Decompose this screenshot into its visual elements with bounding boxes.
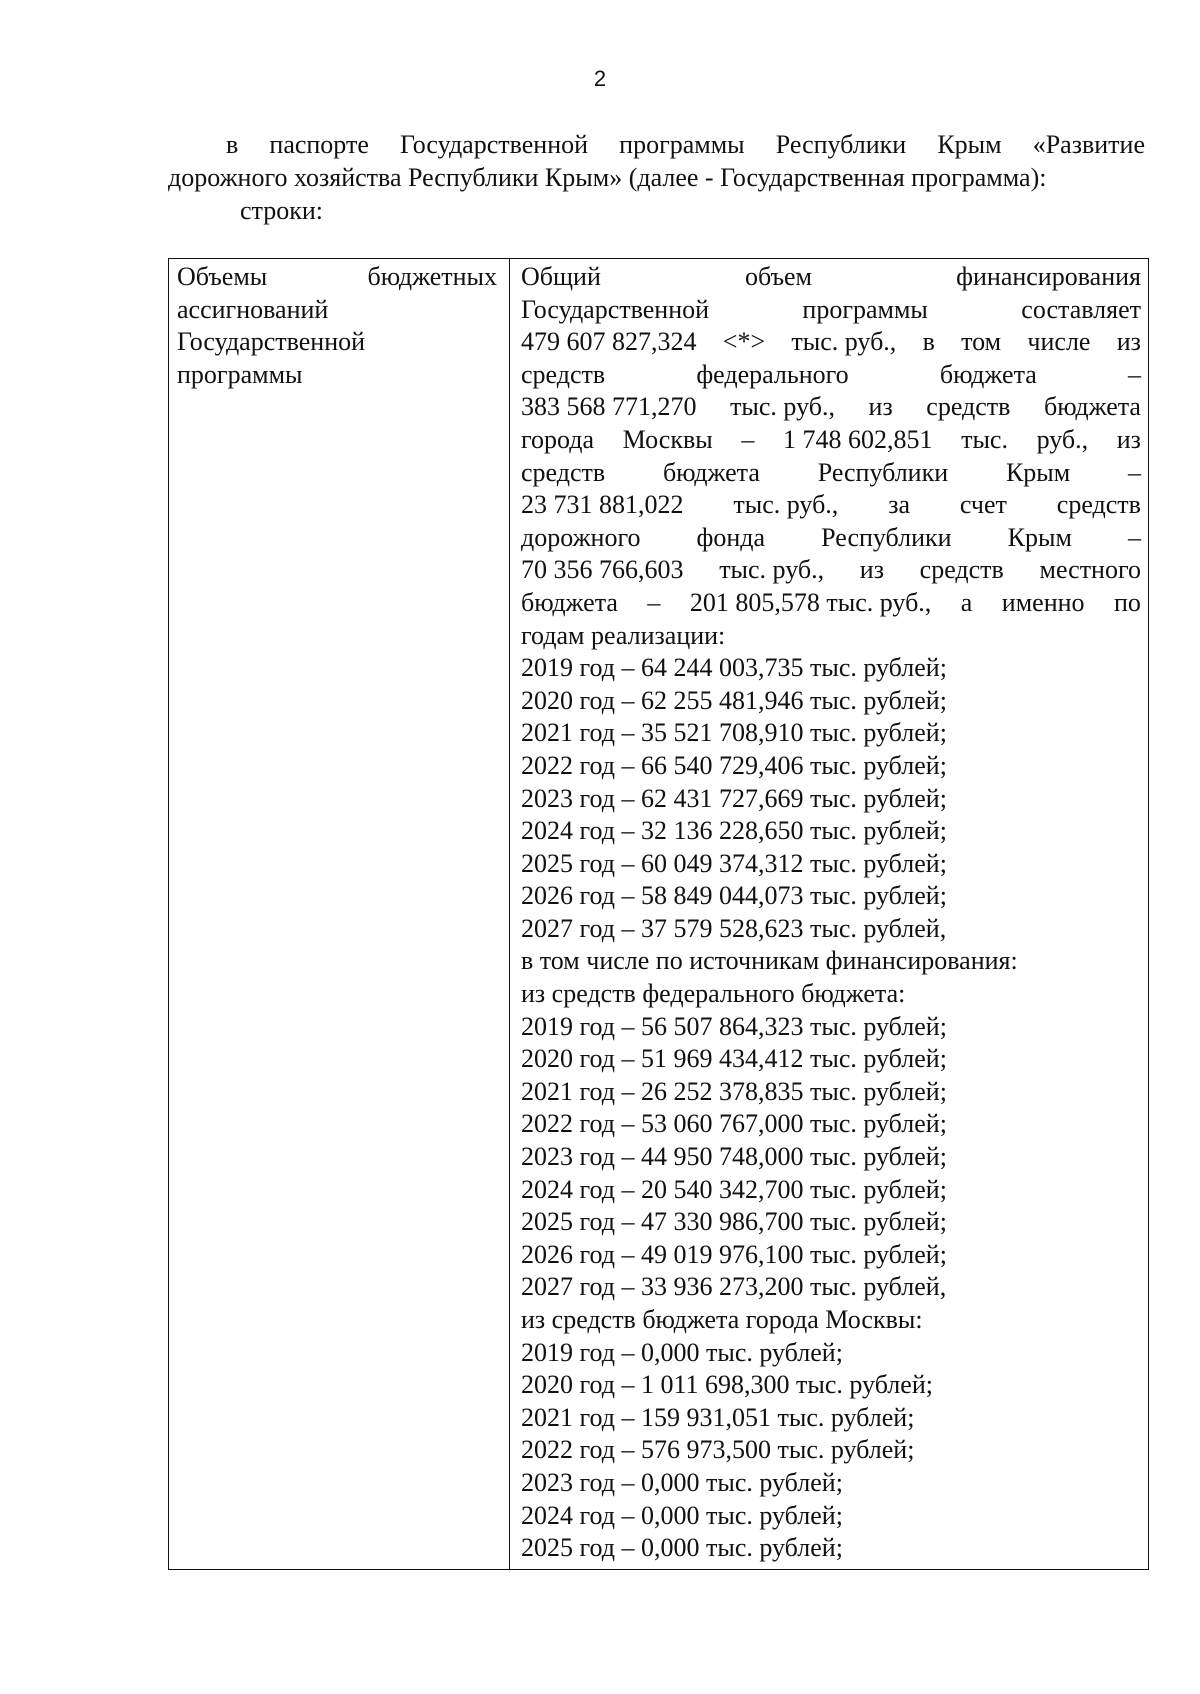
financing-line: годам реализации: <box>521 620 726 650</box>
paragraph-word: местного <box>1039 555 1141 585</box>
financing-line: 2026 год – 49 019 976,100 тыс. рублей; <box>521 1239 947 1269</box>
financing-line: 2023 год – 0,000 тыс. рублей; <box>521 1467 843 1497</box>
paragraph-word: из <box>868 392 893 422</box>
paragraph-word: из <box>1116 424 1141 454</box>
paragraph-word: тыс. руб., <box>730 392 835 422</box>
financing-line: 2020 год – 51 969 434,412 тыс. рублей; <box>521 1044 947 1074</box>
left-cell-line-4: программы <box>177 359 303 389</box>
paragraph-word: Крым <box>1007 522 1072 552</box>
financing-line: 2019 год – 0,000 тыс. рублей; <box>521 1337 843 1367</box>
paragraph-word: составляет <box>1021 294 1141 324</box>
financing-paragraph-line <box>521 522 1141 555</box>
financing-line: из средств федерального бюджета: <box>521 979 906 1009</box>
paragraph-word: 479 607 827,324 <box>521 327 697 357</box>
paragraph-word: дорожного <box>521 522 641 552</box>
paragraph-word: в <box>922 327 935 357</box>
paragraph-word: бюджета <box>1044 392 1141 422</box>
financing-line: из средств бюджета города Москвы: <box>521 1305 923 1334</box>
financing-line: 2026 год – 58 849 044,073 тыс. рублей; <box>521 881 947 911</box>
paragraph-word: – <box>741 424 755 454</box>
paragraph-word: Республики <box>817 457 949 487</box>
financing-paragraph-line <box>521 587 1141 620</box>
column-divider <box>509 259 510 1569</box>
financing-paragraph-line <box>521 489 1141 522</box>
paragraph-word: федерального <box>696 359 849 389</box>
left-cell-line-1 <box>177 261 497 294</box>
paragraph-word: Государственной <box>521 294 710 324</box>
financing-paragraph-line <box>521 326 1141 359</box>
financing-line: 2022 год – 66 540 729,406 тыс. рублей; <box>521 750 947 780</box>
paragraph-word: по <box>1114 587 1141 617</box>
financing-line: 2024 год – 20 540 342,700 тыс. рублей; <box>521 1174 947 1204</box>
paragraph-word: 23 731 881,022 <box>521 490 684 520</box>
paragraph-word: за <box>888 490 911 520</box>
paragraph-word: – <box>647 587 661 617</box>
paragraph-word: бюджета <box>521 587 618 617</box>
financing-line: 2027 год – 33 936 273,200 тыс. рублей, <box>521 1272 947 1302</box>
financing-line: 2021 год – 35 521 708,910 тыс. рублей; <box>521 718 947 748</box>
paragraph-word: 383 568 771,270 <box>521 392 697 422</box>
paragraph-word: – <box>1127 359 1141 389</box>
financing-line: 2023 год – 62 431 727,669 тыс. рублей; <box>521 783 947 813</box>
paragraph-word: тыс. руб., <box>719 555 825 585</box>
paragraph-word: средств <box>521 457 606 487</box>
paragraph-word: том <box>961 327 1002 357</box>
table-right-cell <box>521 261 1141 1565</box>
paragraph-word: средств <box>926 392 1011 422</box>
intro-line-3: строки: <box>240 196 323 225</box>
paragraph-word: средств <box>919 555 1004 585</box>
paragraph-word: бюджета <box>939 359 1037 389</box>
paragraph-word: тыс. <box>961 424 1008 454</box>
financing-line: 2021 год – 159 931,051 тыс. рублей; <box>521 1402 915 1432</box>
paragraph-word: тыс. руб., <box>733 490 839 520</box>
left-cell-line-3: Государственной <box>177 327 366 357</box>
budget-table <box>168 258 1149 1570</box>
financing-line: 2024 год – 32 136 228,650 тыс. рублей; <box>521 816 947 846</box>
financing-paragraph-line <box>521 457 1141 490</box>
intro-line-2: дорожного хозяйства Республики Крым» (далее - Государственная программа): <box>168 163 1047 192</box>
financing-paragraph-line <box>521 554 1141 587</box>
financing-line: 2027 год – 37 579 528,623 тыс. рублей, <box>521 913 947 943</box>
financing-line: 2019 год – 64 244 003,735 тыс. рублей; <box>521 653 947 683</box>
financing-paragraph-line <box>521 424 1141 457</box>
paragraph-word: Общий <box>521 262 601 291</box>
financing-line: 2025 год – 0,000 тыс. рублей; <box>521 1533 843 1563</box>
financing-line: 2021 год – 26 252 378,835 тыс. рублей; <box>521 1076 947 1106</box>
paragraph-word: 201 805,578 тыс. руб., <box>689 587 932 617</box>
left-cell-word: бюджетных <box>367 262 497 291</box>
paragraph-word: из <box>859 555 884 585</box>
financing-paragraph-line <box>521 359 1141 392</box>
paragraph-word: объем <box>744 262 813 291</box>
financing-paragraph-line <box>521 391 1141 424</box>
page-number: 2 <box>593 66 607 91</box>
paragraph-word: Республики <box>821 522 952 552</box>
paragraph-word: средств <box>521 359 606 389</box>
paragraph-word: именно <box>1001 587 1085 617</box>
financing-line: 2022 год – 576 973,500 тыс. рублей; <box>521 1435 915 1465</box>
paragraph-word: бюджета <box>662 457 760 487</box>
paragraph-word: средств <box>1056 490 1141 520</box>
paragraph-word: – <box>1127 522 1141 552</box>
paragraph-word: числе <box>1027 327 1091 357</box>
paragraph-word: города <box>521 424 595 454</box>
financing-paragraph-line <box>521 294 1141 327</box>
paragraph-word: тыс. руб., <box>791 327 897 357</box>
paragraph-word: из <box>1116 327 1141 357</box>
financing-line: 2020 год – 1 011 698,300 тыс. рублей; <box>521 1370 933 1400</box>
paragraph-word: руб., <box>1036 424 1089 454</box>
paragraph-word: финансирования <box>956 262 1141 291</box>
financing-line: 2020 год – 62 255 481,946 тыс. рублей; <box>521 685 947 715</box>
financing-line: 2025 год – 47 330 986,700 тыс. рублей; <box>521 1207 947 1237</box>
paragraph-word: <*> <box>722 327 766 357</box>
paragraph-word: фонда <box>696 522 766 552</box>
paragraph-word: Москвы <box>622 424 713 454</box>
financing-line: в том числе по источникам финансирования: <box>521 946 1018 976</box>
paragraph-word: 70 356 766,603 <box>521 555 684 585</box>
intro-line-1: в паспорте Государственной программы Республики Крым «Развитие <box>226 130 1145 159</box>
financing-line: 2023 год – 44 950 748,000 тыс. рублей; <box>521 1142 947 1172</box>
paragraph-word: Крым <box>1005 457 1071 487</box>
left-cell-line-2: ассигнований <box>177 294 329 324</box>
table-left-cell <box>177 261 497 391</box>
financing-line: 2019 год – 56 507 864,323 тыс. рублей; <box>521 1011 947 1041</box>
paragraph-word: а <box>960 587 973 617</box>
financing-line: 2022 год – 53 060 767,000 тыс. рублей; <box>521 1109 947 1139</box>
paragraph-word: программы <box>802 294 928 324</box>
left-cell-word: Объемы <box>177 262 268 291</box>
paragraph-word: – <box>1128 457 1141 487</box>
paragraph-word: 1 748 602,851 <box>782 424 933 454</box>
financing-line: 2024 год – 0,000 тыс. рублей; <box>521 1500 843 1530</box>
intro-paragraph <box>168 128 1145 227</box>
paragraph-word: счет <box>959 490 1007 520</box>
financing-line: 2025 год – 60 049 374,312 тыс. рублей; <box>521 848 947 878</box>
financing-paragraph-line <box>521 261 1141 294</box>
